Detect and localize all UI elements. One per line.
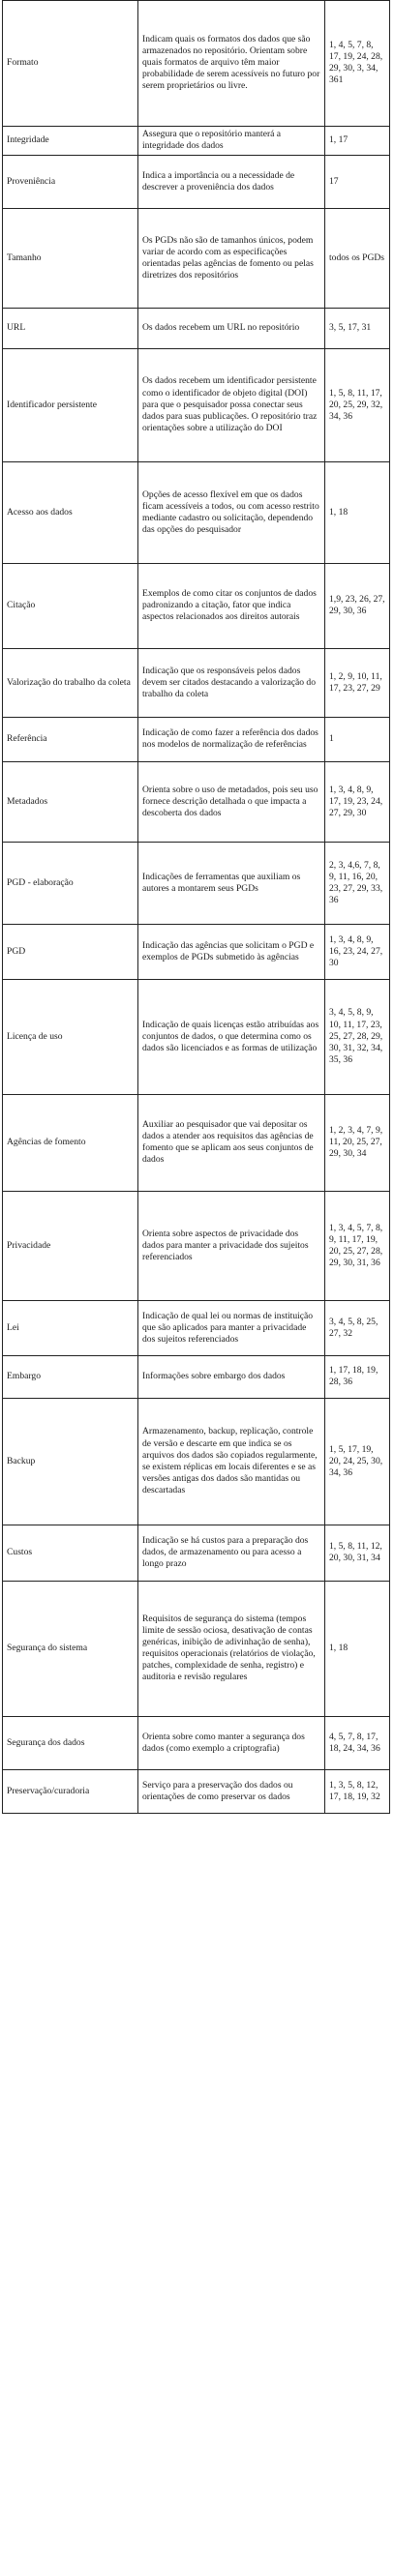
references-cell: 1,9, 23, 26, 27, 29, 30, 36 xyxy=(325,564,390,649)
criterion-cell: PGD - elaboração xyxy=(3,843,138,925)
table-row xyxy=(3,762,390,843)
references-cell: 1, 3, 4, 5, 7, 8, 9, 11, 17, 19, 20, 25, 27, 28, 29, 30, 31, 36 xyxy=(325,1192,390,1301)
references-cell: 1, 3, 4, 8, 9, 17, 19, 23, 24, 27, 29, 30 xyxy=(325,762,390,843)
criteria-table xyxy=(2,0,390,1814)
references-cell: 1, 3, 4, 8, 9, 16, 23, 24, 27, 30 xyxy=(325,925,390,980)
criterion-cell: Identificador persistente xyxy=(3,349,138,462)
criterion-cell: Segurança dos dados xyxy=(3,1717,138,1770)
criterion-cell: Metadados xyxy=(3,762,138,843)
criterion-cell: Privacidade xyxy=(3,1192,138,1301)
description-cell: Exemplos de como citar os conjuntos de dados padronizando a citação, fator que indica aspectos relacionados aos direitos autorais xyxy=(138,564,325,649)
table-row xyxy=(3,1192,390,1301)
table-row xyxy=(3,564,390,649)
criterion-cell: Citação xyxy=(3,564,138,649)
references-cell: 4, 5, 7, 8, 17, 18, 24, 34, 36 xyxy=(325,1717,390,1770)
description-cell: Indicam quais os formatos dos dados que são armazenados no repositório. Orientam sobre quais formatos de arquivo têm maior probabilidade de serem acessíveis no futuro por serem proprietários ou livre. xyxy=(138,1,325,127)
table-row xyxy=(3,1770,390,1814)
description-cell: Assegura que o repositório manterá a integridade dos dados xyxy=(138,127,325,156)
description-cell: Indicação que os responsáveis pelos dados devem ser citados destacando a valorização do trabalho da coleta xyxy=(138,649,325,718)
table-row xyxy=(3,1356,390,1399)
criterion-cell: Preservação/curadoria xyxy=(3,1770,138,1814)
description-cell: Os dados recebem um identificador persistente como o identificador de objeto digital (DOI) para que o pesquisador possa conectar seus dados para suas publicações. O repositório traz orientações sobre a utilização do DOI xyxy=(138,349,325,462)
criterion-cell: PGD xyxy=(3,925,138,980)
references-cell: 1, 5, 17, 19, 20, 24, 25, 30, 34, 36 xyxy=(325,1399,390,1525)
description-cell: Indica a importância ou a necessidade de descrever a proveniência dos dados xyxy=(138,156,325,209)
description-cell: Indicações de ferramentas que auxiliam os autores a montarem seus PGDs xyxy=(138,843,325,925)
description-cell: Indicação de qual lei ou normas de instituição que são aplicados para manter a privacidade dos sujeitos referenciados xyxy=(138,1301,325,1356)
table-row xyxy=(3,309,390,349)
description-cell: Informações sobre embargo dos dados xyxy=(138,1356,325,1399)
criterion-cell: Custos xyxy=(3,1525,138,1582)
table-row xyxy=(3,649,390,718)
table-row xyxy=(3,1399,390,1525)
references-cell: 1, 2, 3, 4, 7, 9, 11, 20, 25, 27, 29, 30, 34 xyxy=(325,1095,390,1192)
table-row xyxy=(3,1582,390,1717)
references-cell: 17 xyxy=(325,156,390,209)
criteria-table-body xyxy=(3,1,390,1814)
description-cell: Os dados recebem um URL no repositório xyxy=(138,309,325,349)
description-cell: Indicação de como fazer a referência dos dados nos modelos de normalização de referências xyxy=(138,718,325,762)
criterion-cell: Licença de uso xyxy=(3,980,138,1095)
criterion-cell: Embargo xyxy=(3,1356,138,1399)
criterion-cell: URL xyxy=(3,309,138,349)
description-cell: Serviço para a preservação dos dados ou orientações de como preservar os dados xyxy=(138,1770,325,1814)
references-cell: 1 xyxy=(325,718,390,762)
criterion-cell: Proveniência xyxy=(3,156,138,209)
description-cell: Os PGDs não são de tamanhos únicos, podem variar de acordo com as especificações orientadas pelas agências de fomento ou pelas diretrizes dos repositórios xyxy=(138,209,325,309)
references-cell: 1, 4, 5, 7, 8, 17, 19, 24, 28, 29, 30, 3, 34, 361 xyxy=(325,1,390,127)
description-cell: Orienta sobre como manter a segurança dos dados (como exemplo a criptografia) xyxy=(138,1717,325,1770)
description-cell: Auxiliar ao pesquisador que vai depositar os dados a atender aos requisitos das agências de fomento que se aplicam aos seus conjuntos de dados xyxy=(138,1095,325,1192)
criterion-cell: Backup xyxy=(3,1399,138,1525)
references-cell: 1, 5, 8, 11, 17, 20, 25, 29, 32, 34, 36 xyxy=(325,349,390,462)
references-cell: 1, 17 xyxy=(325,127,390,156)
description-cell: Indicação se há custos para a preparação dos dados, de armazenamento ou para acesso a longo prazo xyxy=(138,1525,325,1582)
references-cell: 3, 4, 5, 8, 9, 10, 11, 17, 23, 25, 27, 28, 29, 30, 31, 32, 34, 35, 36 xyxy=(325,980,390,1095)
criterion-cell: Agências de fomento xyxy=(3,1095,138,1192)
description-cell: Indicação de quais licenças estão atribuídas aos conjuntos de dados, o que determina como os dados são licenciados e as formas de utilização xyxy=(138,980,325,1095)
description-cell: Armazenamento, backup, replicação, controle de versão e descarte em que indica se os arquivos dos dados são copiados regularmente, se existem réplicas em locais diferentes e se as versões antigas dos dados são mantidas ou descartadas xyxy=(138,1399,325,1525)
description-cell: Orienta sobre o uso de metadados, pois seu uso fornece descrição detalhada o que impacta a descoberta dos dados xyxy=(138,762,325,843)
references-cell: 1, 18 xyxy=(325,462,390,564)
criterion-cell: Referência xyxy=(3,718,138,762)
references-cell: todos os PGDs xyxy=(325,209,390,309)
table-row xyxy=(3,349,390,462)
references-cell: 1, 2, 9, 10, 11, 17, 23, 27, 29 xyxy=(325,649,390,718)
table-row xyxy=(3,127,390,156)
references-cell: 1, 17, 18, 19, 28, 36 xyxy=(325,1356,390,1399)
table-row xyxy=(3,1,390,127)
criterion-cell: Acesso aos dados xyxy=(3,462,138,564)
criterion-cell: Integridade xyxy=(3,127,138,156)
table-row xyxy=(3,718,390,762)
table-row xyxy=(3,1717,390,1770)
description-cell: Opções de acesso flexível em que os dados ficam acessíveis a todos, ou com acesso restrito mediante cadastro ou solicitação, dependendo das opções do pesquisador xyxy=(138,462,325,564)
references-cell: 3, 4, 5, 8, 25, 27, 32 xyxy=(325,1301,390,1356)
table-row xyxy=(3,1301,390,1356)
description-cell: Indicação das agências que solicitam o PGD e exemplos de PGDs submetido às agências xyxy=(138,925,325,980)
table-row xyxy=(3,1095,390,1192)
references-cell: 2, 3, 4,6, 7, 8, 9, 11, 16, 20, 23, 27, 29, 33, 36 xyxy=(325,843,390,925)
references-cell: 1, 5, 8, 11, 12, 20, 30, 31, 34 xyxy=(325,1525,390,1582)
references-cell: 3, 5, 17, 31 xyxy=(325,309,390,349)
table-row xyxy=(3,980,390,1095)
description-cell: Orienta sobre aspectos de privacidade dos dados para manter a privacidade dos sujeitos referenciados xyxy=(138,1192,325,1301)
table-row xyxy=(3,925,390,980)
description-cell: Requisitos de segurança do sistema (tempos limite de sessão ociosa, desativação de contas genéricas, inibição de adivinhação de senha), requisitos operacionais (relatórios de violação, patches, complexidade de senha, registro) e auditoria e revisão regulares xyxy=(138,1582,325,1717)
table-row xyxy=(3,1525,390,1582)
criterion-cell: Valorização do trabalho da coleta xyxy=(3,649,138,718)
criterion-cell: Tamanho xyxy=(3,209,138,309)
references-cell: 1, 3, 5, 8, 12, 17, 18, 19, 32 xyxy=(325,1770,390,1814)
criterion-cell: Lei xyxy=(3,1301,138,1356)
table-row xyxy=(3,156,390,209)
criterion-cell: Formato xyxy=(3,1,138,127)
table-row xyxy=(3,209,390,309)
references-cell: 1, 18 xyxy=(325,1582,390,1717)
table-row xyxy=(3,843,390,925)
table-row xyxy=(3,462,390,564)
criterion-cell: Segurança do sistema xyxy=(3,1582,138,1717)
